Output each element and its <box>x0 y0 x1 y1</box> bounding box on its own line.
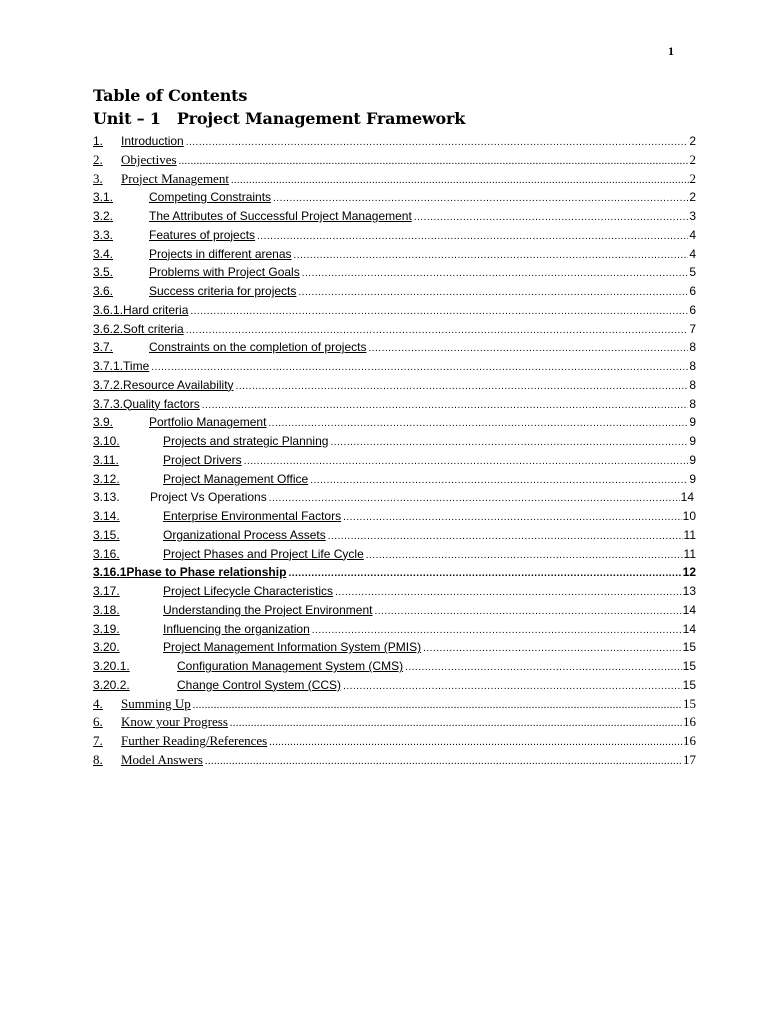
dot-leader <box>268 415 688 432</box>
toc-entry-number: 3.6.1. <box>93 302 124 317</box>
toc-entry-label[interactable]: Quality factors <box>123 396 200 411</box>
toc-entry[interactable] <box>93 620 696 639</box>
dot-leader <box>298 284 688 301</box>
toc-entry[interactable] <box>93 357 696 376</box>
toc-title: Table of Contents <box>93 86 248 105</box>
dot-leader <box>202 397 689 414</box>
toc-entry-page: 9 <box>689 434 696 448</box>
toc-entry-label[interactable]: Project Management <box>121 170 229 186</box>
toc-entry-number: 3.15. <box>93 527 120 542</box>
dot-leader <box>244 453 689 470</box>
toc-entry-page: 2 <box>689 134 696 148</box>
toc-entry-number: 3.6. <box>93 284 114 298</box>
toc-entry-page: 16 <box>683 714 696 730</box>
toc-entry-page: 8 <box>689 396 696 411</box>
toc-entry-number: 3.14. <box>93 509 120 523</box>
toc-entry[interactable] <box>93 451 696 470</box>
toc-entry-label[interactable]: Constraints on the completion of projects <box>149 340 367 355</box>
toc-entry-label[interactable]: Objectives <box>121 151 177 167</box>
toc-entry[interactable] <box>93 751 696 770</box>
toc-entry-page: 15 <box>682 659 696 673</box>
toc-entry-number: 3.17. <box>93 584 120 598</box>
toc-entry[interactable] <box>93 432 696 451</box>
dot-leader <box>312 622 682 639</box>
toc-entry-label[interactable]: Change Control System (CCS) <box>177 677 342 692</box>
toc-entry[interactable] <box>93 301 696 320</box>
toc-entry-label[interactable]: Enterprise Environmental Factors <box>163 509 342 523</box>
toc-entry-page: 2 <box>689 151 696 167</box>
toc-entry[interactable] <box>93 245 696 264</box>
dot-leader <box>310 472 688 489</box>
toc-entry-page: 17 <box>683 751 696 767</box>
toc-entry-number: 3.4. <box>93 246 114 261</box>
toc-entry-page: 14 <box>682 621 696 636</box>
toc-entry-number: 3.16. <box>93 546 120 561</box>
toc-entry-label[interactable]: Model Answers <box>121 751 203 767</box>
toc-entry-number: 3.13. <box>93 490 120 505</box>
toc-entry-label[interactable]: Project Phases and Project Life Cycle <box>163 546 364 561</box>
toc-entry-label[interactable]: The Attributes of Successful Project Management <box>149 209 412 223</box>
toc-entry-number: 3.7.1. <box>93 359 124 373</box>
toc-entry[interactable] <box>93 170 696 189</box>
toc-entry[interactable] <box>93 695 696 714</box>
toc-entry-label[interactable]: Summing Up <box>121 695 191 711</box>
toc-entry-number: 3.20. <box>93 640 120 655</box>
dot-leader <box>343 509 682 526</box>
toc-entry-page: 15 <box>682 677 696 692</box>
toc-entry-label[interactable]: Portfolio Management <box>149 415 267 430</box>
toc-entry-number: 8. <box>93 751 103 767</box>
toc-entry[interactable] <box>93 263 696 282</box>
toc-entry-page: 4 <box>689 227 696 242</box>
toc-entry-label[interactable]: Further Reading/References <box>121 733 268 748</box>
toc-entry-page: 14 <box>682 602 696 617</box>
toc-entry-label[interactable]: Projects in different arenas <box>149 246 292 261</box>
dot-leader <box>151 359 688 376</box>
toc-entry[interactable] <box>93 132 696 151</box>
toc-entry-number: 3.7.3. <box>93 396 124 411</box>
toc-entry-page: 9 <box>689 452 696 467</box>
toc-entry[interactable] <box>93 395 696 414</box>
toc-entry-page: 10 <box>682 509 696 523</box>
toc-entry-number: 3.3. <box>93 227 114 242</box>
dot-leader <box>294 247 689 264</box>
toc-entry[interactable] <box>93 657 696 676</box>
toc-entry-number: 3.16.1 <box>93 565 127 580</box>
toc-entry-page: 9 <box>689 415 696 430</box>
toc-entry-page: 8 <box>689 359 696 373</box>
toc-entry[interactable] <box>93 151 696 170</box>
dot-leader <box>405 659 682 676</box>
toc-entry-number: 3.11. <box>93 452 119 467</box>
dot-leader <box>186 322 689 339</box>
dot-leader <box>335 584 682 601</box>
toc-entry-page: 9 <box>689 471 696 486</box>
toc-entry[interactable] <box>93 526 696 545</box>
toc-entry[interactable] <box>93 470 696 489</box>
toc-entry[interactable] <box>93 413 696 432</box>
toc-entry[interactable] <box>93 545 696 564</box>
toc-entry-number: 1. <box>93 134 104 148</box>
toc-entry-page: 13 <box>682 584 696 598</box>
dot-leader <box>343 678 682 695</box>
dot-leader <box>366 547 683 564</box>
toc-entry-number: 3.7. <box>93 340 114 355</box>
toc-entry-label: Project Vs Operations <box>150 490 267 505</box>
toc-entry-label[interactable]: Projects and strategic Planning <box>163 434 329 448</box>
toc-entry-page: 2 <box>689 190 696 205</box>
toc-entry-label[interactable]: Time <box>123 359 150 373</box>
toc-entry[interactable] <box>93 376 696 395</box>
dot-leader <box>236 378 689 395</box>
toc-entry-page: 15 <box>683 695 696 711</box>
toc-entry[interactable] <box>93 601 696 620</box>
toc-entry[interactable] <box>93 188 696 207</box>
toc-entry-page: 3 <box>689 209 696 223</box>
toc-entry-number: 3.2. <box>93 209 114 223</box>
toc-entry[interactable] <box>93 207 696 226</box>
toc-entry-label[interactable]: Hard criteria <box>123 302 189 317</box>
toc-entry-page: 4 <box>689 246 696 261</box>
toc-entry-page: 12 <box>682 565 696 580</box>
dot-leader <box>330 434 688 451</box>
toc-entry[interactable] <box>93 563 696 582</box>
toc-entry-label[interactable]: Project Management Information System (PMIS) <box>163 640 422 655</box>
page-number: 1 <box>668 44 674 58</box>
toc-entry-label[interactable]: Understanding the Project Environment <box>163 602 373 617</box>
toc-entry-page: 5 <box>689 265 696 280</box>
toc-entry-number: 6. <box>93 714 103 730</box>
toc-entry-number: 7. <box>93 733 103 748</box>
toc-entry-label[interactable]: Success criteria for projects <box>149 284 297 298</box>
dot-leader <box>273 190 688 207</box>
toc-entry-number: 3.1. <box>93 190 114 205</box>
dot-leader <box>423 640 682 657</box>
toc-entry[interactable] <box>93 507 696 526</box>
toc-entry-page: 16 <box>683 733 696 748</box>
dot-leader <box>257 228 688 245</box>
toc-entry-page: 14 <box>680 490 694 505</box>
toc-entry-page: 6 <box>689 284 696 298</box>
toc-entry-number: 3.19. <box>93 621 120 636</box>
toc-entry-number: 3.20.2. <box>93 677 130 692</box>
toc-entry-label[interactable]: Soft criteria <box>123 321 184 336</box>
dot-leader <box>269 734 682 751</box>
toc-entry[interactable] <box>93 676 696 695</box>
toc-entry-label[interactable]: Competing Constraints <box>149 190 272 205</box>
toc-entry-page: 2 <box>689 170 696 186</box>
toc-entry[interactable] <box>93 713 696 732</box>
unit-title: Unit – 1 Project Management Framework <box>93 109 466 128</box>
toc-entry-number: 4. <box>93 695 103 711</box>
toc-entry-label[interactable]: Introduction <box>121 134 184 148</box>
toc-entry[interactable] <box>93 320 696 339</box>
toc-entry-number: 2. <box>93 151 103 167</box>
toc-entry-label[interactable]: Features of projects <box>149 227 256 242</box>
toc-entry-number: 3. <box>93 170 103 186</box>
dot-leader <box>179 153 689 170</box>
dot-leader <box>302 265 689 282</box>
toc-entry-label[interactable]: Resource Availability <box>123 377 234 392</box>
dot-leader <box>190 303 688 320</box>
dot-leader <box>231 172 689 189</box>
toc-entry-page: 11 <box>683 527 696 542</box>
toc-entry-label[interactable]: Organizational Process Assets <box>163 527 326 542</box>
toc-entry-label[interactable]: Project Drivers <box>163 452 242 467</box>
toc-entry-number: 3.10. <box>93 434 120 448</box>
toc-entry <box>93 488 696 507</box>
toc-entry[interactable] <box>93 282 696 301</box>
toc-entry[interactable] <box>93 582 696 601</box>
toc-entry[interactable] <box>93 732 696 751</box>
toc-entry-label[interactable]: Project Lifecycle Characteristics <box>163 584 334 598</box>
toc-entry-label[interactable]: Problems with Project Goals <box>149 265 300 280</box>
toc-entry-number: 3.18. <box>93 602 120 617</box>
toc-entry[interactable] <box>93 638 696 657</box>
toc-entry-label[interactable]: Project Management Office <box>163 471 309 486</box>
dot-leader <box>205 753 682 770</box>
toc-entry-label[interactable]: Configuration Management System (CMS) <box>177 659 404 673</box>
toc-entry-number: 3.5. <box>93 265 114 280</box>
dot-leader <box>186 134 689 151</box>
toc-entry-page: 8 <box>689 340 696 355</box>
dot-leader <box>193 697 682 714</box>
toc-entry[interactable] <box>93 338 696 357</box>
toc-entry-page: 8 <box>689 377 696 392</box>
toc-entry-label[interactable]: Phase to Phase relationship <box>126 565 287 580</box>
dot-leader <box>374 603 681 620</box>
toc-list <box>93 132 696 770</box>
toc-entry-number: 3.6.2. <box>93 321 124 336</box>
toc-entry-page: 7 <box>689 321 696 336</box>
toc-entry-page: 6 <box>689 302 696 317</box>
dot-leader <box>368 340 688 357</box>
toc-entry-number: 3.12. <box>93 471 120 486</box>
toc-entry-number: 3.7.2. <box>93 377 124 392</box>
dot-leader <box>230 715 682 732</box>
toc-entry-label[interactable]: Know your Progress <box>121 714 228 730</box>
toc-entry-page: 11 <box>683 546 696 561</box>
dot-leader <box>269 490 680 507</box>
dot-leader <box>414 209 689 226</box>
toc-entry[interactable] <box>93 226 696 245</box>
dot-leader <box>288 565 681 582</box>
dot-leader <box>328 528 683 545</box>
toc-entry-number: 3.9. <box>93 415 114 430</box>
toc-entry-label[interactable]: Influencing the organization <box>163 621 310 636</box>
toc-entry-page: 15 <box>682 640 696 655</box>
toc-entry-number: 3.20.1. <box>93 659 130 673</box>
